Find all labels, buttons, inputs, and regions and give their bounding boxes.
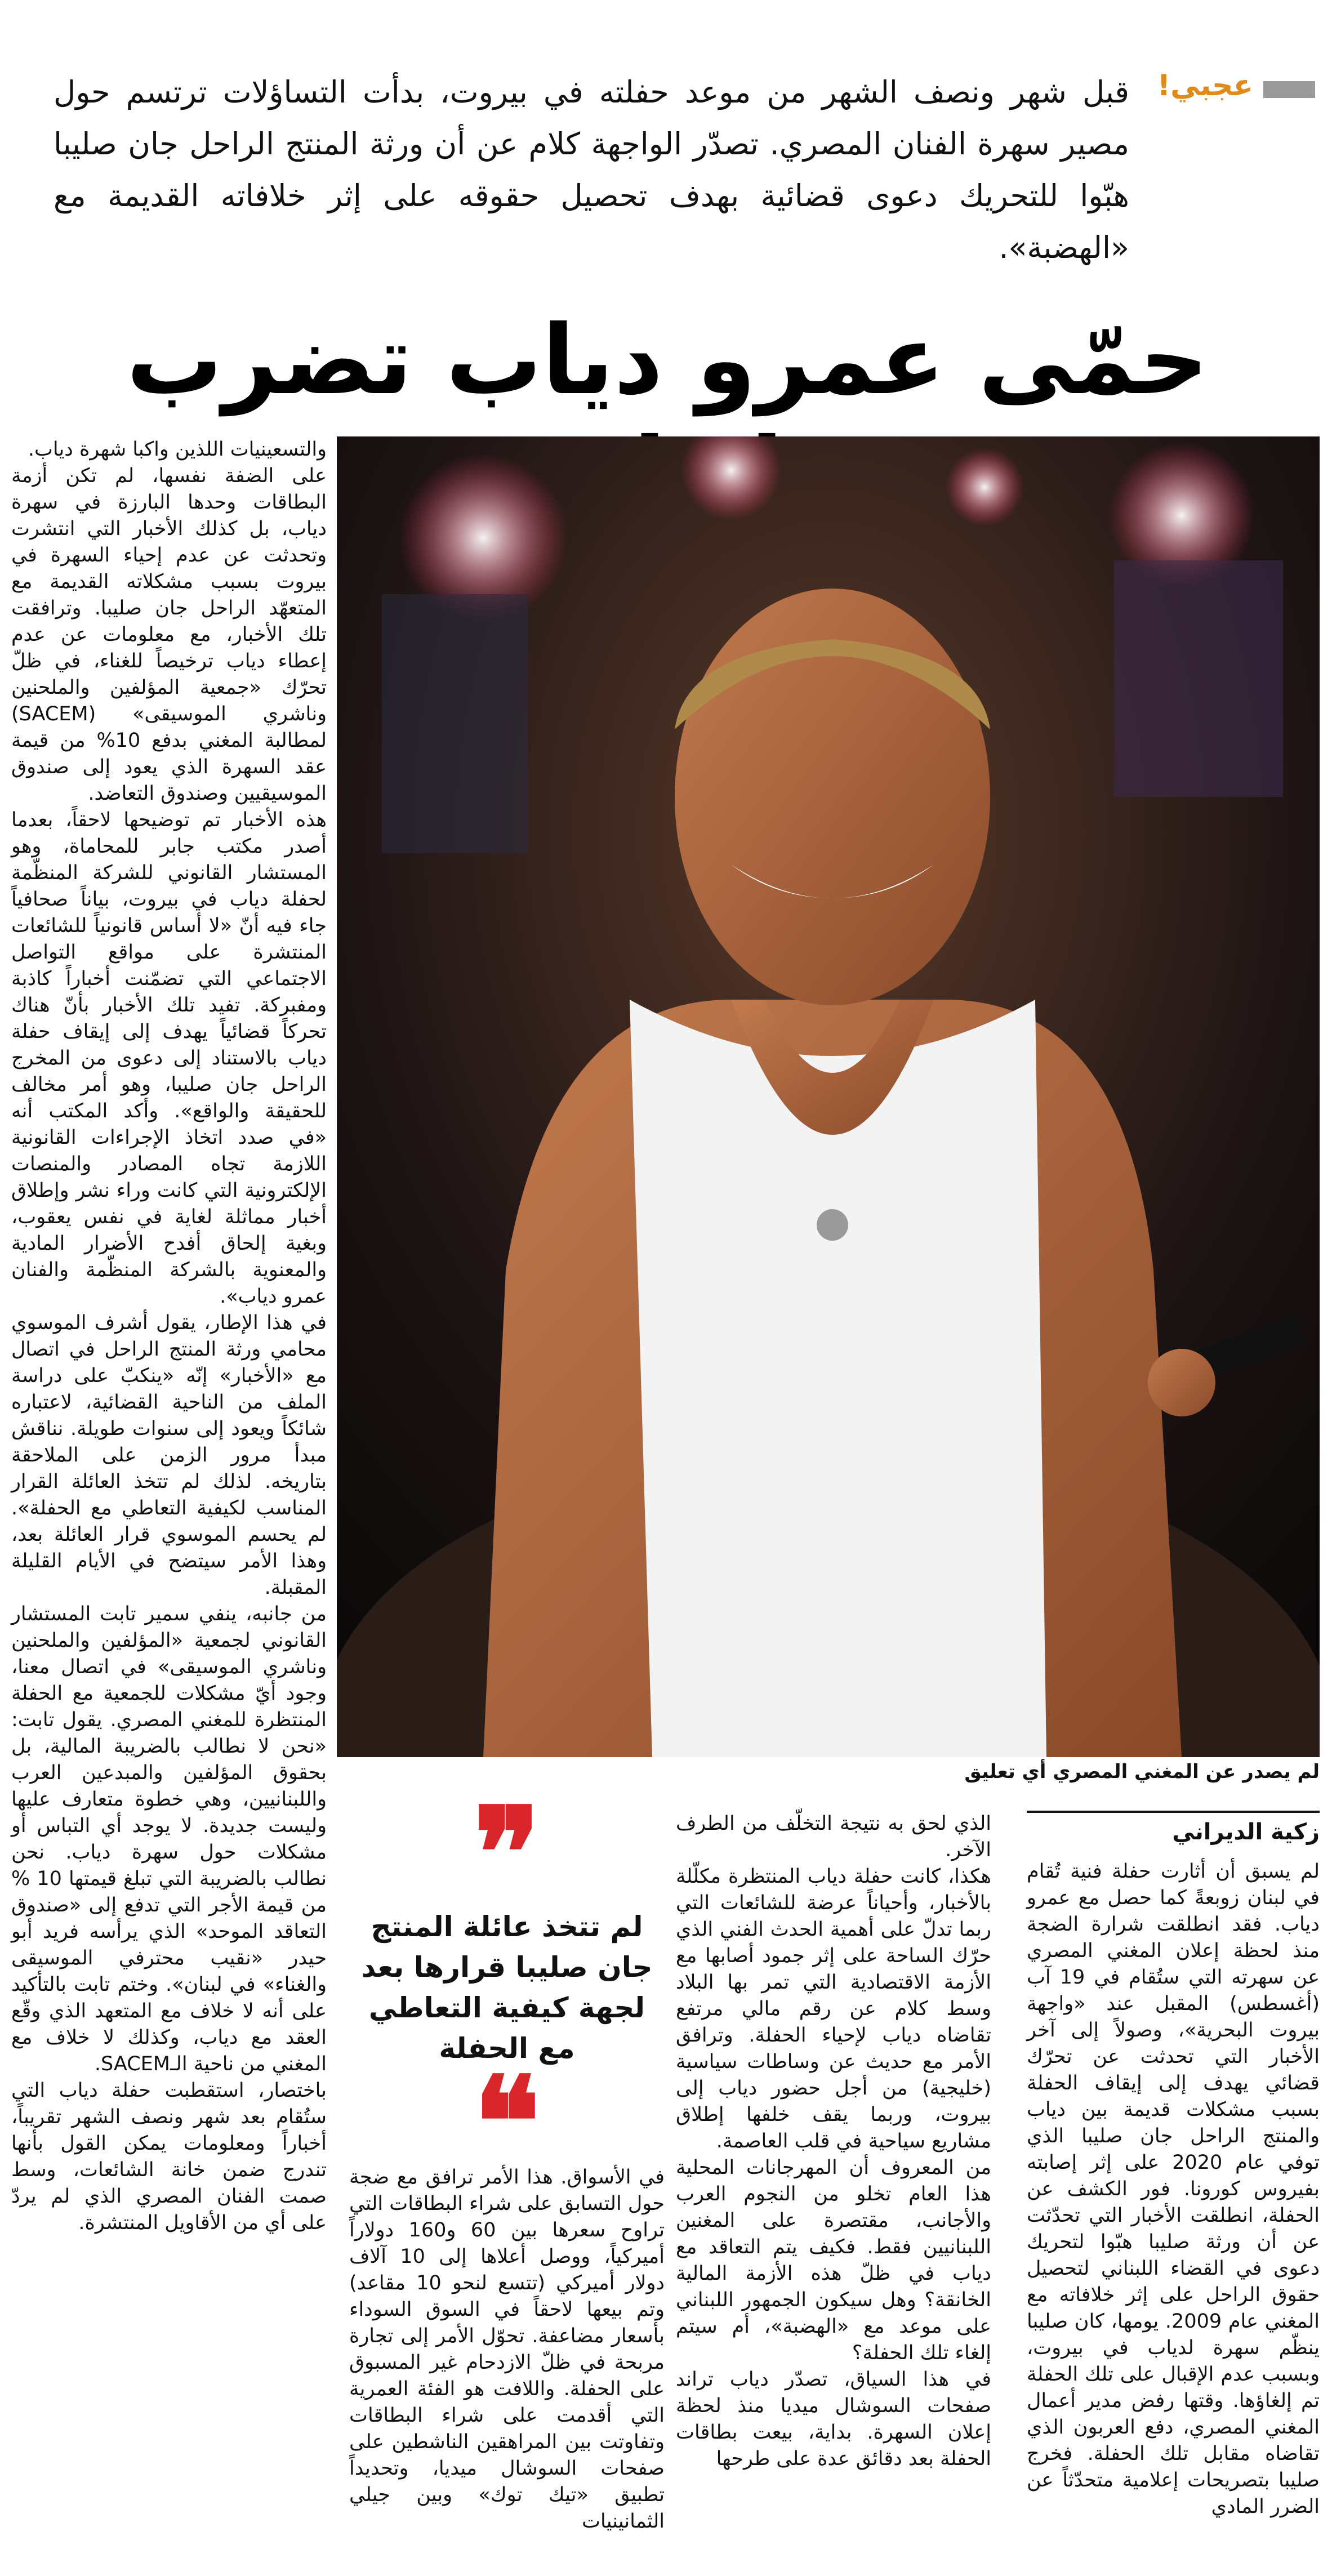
pull-quote-text: لم تتخذ عائلة المنتج جان صليبا قرارها بعد لجهة كيفية التعاطي مع الحفلة xyxy=(361,1910,653,2065)
paragraph: هذه الأخبار تم توضيحها لاحقاً، بعدما أصدر مكتب جابر للمحاماة، وهو المستشار القانوني للشركة المنظّمة لحفلة دياب في بيروت، بياناً صحافياً جاء فيه أنّ «لا أساس قانونياً للشائعات المنتشرة على مواقع التواصل الاجتماعي التي تضمّنت أخباراً كاذبة ومفبركة. تفيد تلك الأخبار بأنّ هناك تحركاً قضائياً يهدف إلى إيقاف حفلة دياب بالاستناد إلى دعوى من المخرج الراحل جان صليبا، وهو أمر مخالف للحقيقة والواقع». وأكد المكتب أنه «في صدد اتخاذ الإجراءات القانونية اللازمة تجاه المصادر والمنصات الإلكترونية التي كانت وراء نشر وإطلاق أخبار مماثلة لغاية في نفس يعقوب، وبغية إلحاق أفدح الأضرار المادية والمعنوية بالشركة المنظّمة والفنان عمرو دياب». xyxy=(11,809,327,1308)
article-deck: قبل شهر ونصف الشهر من موعد حفلته في بيروت، بدأت التساؤلات ترتسم حول مصير سهرة الفنان المصري. تصدّر الواجهة كلام عن أن ورثة المنتج الراحل جان صليبا هبّوا للتحريك دعوى قضائية بهدف تحصيل حقوقه على إثر خلافاته القديمة مع «الهضبة». xyxy=(54,74,1129,265)
author-byline: زكية الديراني xyxy=(1027,1811,1320,1848)
photo-caption: لم يصدر عن المغني المصري أي تعليق xyxy=(964,1761,1320,1783)
article-column-right xyxy=(1027,1859,1320,2574)
paragraph: على الضفة نفسها، لم تكن أزمة البطاقات وحدها البارزة في سهرة دياب، بل كذلك الأخبار التي انتشرت وتحدثت عن عدم إحياء السهرة في بيروت بسبب مشكلاته القديمة مع المتعهّد الراحل جان صليبا. وترافقت تلك الأخبار، مع معلومات عن عدم إعطاء دياب ترخيصاً للغناء، في ظلّ تحرّك «جمعية المؤلفين والملحنين وناشري الموسيقى» (SACEM) لمطالبة المغني بدفع 10% من قيمة عقد السهرة الذي يعود إلى صندوق الموسيقيين وصندوق التعاضد. xyxy=(11,465,327,805)
paragraph: في هذا السياق، تصدّر دياب تراند صفحات السوشال ميديا منذ لحظة إعلان السهرة. بداية، بيعت بطاقات الحفلة بعد دقائق عدة على طرحها xyxy=(676,2368,991,2470)
paragraph: في الأسواق. هذا الأمر ترافق مع ضجة حول التسابق على شراء البطاقات التي تراوح سعرها بين 60 و160 دولاراً أميركياً، ووصل أعلاها إلى 10 آلاف دولار أميركي (تتسع لنحو 10 مقاعد) وتم بيعها لاحقاً في السوق السوداء بأسعار مضاعفة. تحوّل الأمر إلى تجارة مربحة في ظلّ الازدحام غير المسبوق على الحفلة. واللافت هو الفئة العمرية التي أقدمت على شراء البطاقات وتفاوتت بين المراهقين الناشطين على صفحات السوشال ميديا، وتحديداً تطبيق «تيك توك» وبين جيلي الثمانينيات xyxy=(349,2166,665,2533)
article-photo xyxy=(337,436,1320,1757)
article-column-quote xyxy=(349,1780,665,2574)
quote-close-icon: ❝ xyxy=(473,2049,541,2195)
kicker-bar xyxy=(1263,81,1315,98)
quote-open-icon: ❞ xyxy=(473,1780,541,1926)
paragraph: باختصار، استقطبت حفلة دياب التي ستُقام بعد شهر ونصف الشهر تقريباً، أخباراً ومعلومات يمكن القول بأنها تندرج ضمن خانة الشائعات، وسط صمت الفنان المصري الذي لم يردّ على أي من الأقاويل المنتشرة. xyxy=(11,2079,327,2234)
paragraph: من جانبه، ينفي سمير تابت المستشار القانوني لجمعية «المؤلفين والملحنين وناشري الموسيقى» في اتصال معنا، وجود أيّ مشكلات للجمعية مع الحفلة المنتظرة للمغني المصري. يقول تابت: «نحن لا نطالب بالضريبة المالية، بل بحقوق المؤلفين والمبدعين العرب واللبنانيين، وهي خطوة متعارف عليها وليست جديدة. لا يوجد أي التباس أو مشكلات حول سهرة دياب. نحن نطالب بالضريبة التي تبلغ قيمتها 10 % من قيمة الأجر التي تدفع إلى «صندوق التعاقد الموحد» الذي يرأسه فريد أبو حيدر «نقيب محترفي الموسيقى والغناء» في لبنان». وختم تابت بالتأكيد على أنه لا خلاف مع المتعهد الذي وقّع العقد مع دياب، وكذلك لا خلاف مع المغني من ناحية الـSACEM. xyxy=(11,1603,327,2075)
paragraph: في هذا الإطار، يقول أشرف الموسوي محامي ورثة المنتج الراحل في اتصال مع «الأخبار» إنّه «ينكبّ على دراسة الملف من الناحية القضائية، لاعتباره شائكاً ويعود إلى سنوات طويلة. نناقش مبدأ مرور الزمن على الملاحقة بتاريخه. لذلك لم تتخذ العائلة القرار المناسب لكيفية التعاطي مع الحفلة». لم يحسم الموسوي قرار العائلة بعد، وهذا الأمر سيتضح في الأيام القليلة المقبلة. xyxy=(11,1312,327,1599)
paragraph: الذي لحق به نتيجة التخلّف من الطرف الآخر. xyxy=(676,1812,991,1861)
kicker-label: عجبي! xyxy=(1157,69,1253,102)
paragraph: لم يسبق أن أثارت حفلة فنية تُقام في لبنان زوبعةً كما حصل مع عمرو دياب. فقد انطلقت شرارة الضجة منذ لحظة إعلان المغني المصري عن سهرته التي ستُقام في 19 آب (أغسطس) المقبل عند «واجهة بيروت البحرية»، وصولاً إلى آخر الأخبار التي تحدثت عن تحرّك قضائي يهدف إلى إيقاف الحفلة بسبب مشكلات قديمة بين دياب والمنتج الراحل جان صليبا الذي توفي عام 2020 على إثر إصابته بفيروس كورونا. فور الكشف عن الحفلة، انطلقت الأخبار التي تحدّثت عن أن ورثة صليبا هبّوا لتحريك دعوى في القضاء اللبناني لتحصيل حقوق الراحل على إثر خلافاته مع المغني عام 2009. يومها، كان صليبا ينظّم سهرة لدياب في بيروت، وبسبب عدم الإقبال على تلك الحفلة تم إلغاؤها. وقتها رفض مدير أعمال المغني المصري، دفع العربون الذي تقاضاه مقابل تلك الحفلة. فخرج صليبا بتصريحات إعلامية متحدّثاً عن الضرر المادي xyxy=(1027,1860,1320,2518)
article-column-left xyxy=(11,436,327,2571)
section-kicker xyxy=(1152,69,1315,102)
paragraph: والتسعينيات اللذين واكبا شهرة دياب. xyxy=(28,438,327,461)
pull-quote xyxy=(349,1780,665,2195)
paragraph: من المعروف أن المهرجانات المحلية هذا العام تخلو من النجوم العرب والأجانب، مقتصرة على المغنين اللبنانيين فقط. فكيف يتم التعاقد مع دياب في ظلّ هذه الأزمة المالية الخانقة؟ وهل سيكون الجمهور اللبناني على موعد مع «الهضبة»، أم سيتم إلغاء تلك الحفلة؟ xyxy=(676,2156,991,2364)
article-headline: حمّى عمرو دياب تضرب xyxy=(126,305,1209,416)
paragraph: هكذا، كانت حفلة دياب المنتظرة مكلّلة بالأخبار، وأحياناً عرضة للشائعات التي ربما تدلّ على أهمية الحدث الفني الذي حرّك الساحة على إثر جمود أصابها مع الأزمة الاقتصادية التي تمر بها البلاد وسط كلام عن رقم مالي مرتفع تقاضاه دياب لإحياء الحفلة. وترافق الأمر مع حديث عن وساطات سياسية (خليجية) من أجل حضور دياب إلى بيروت، وربما يقف خلفها إطلاق مشاريع سياحية في قلب العاصمة. xyxy=(676,1865,991,2152)
article-column-middle xyxy=(676,1811,991,2574)
